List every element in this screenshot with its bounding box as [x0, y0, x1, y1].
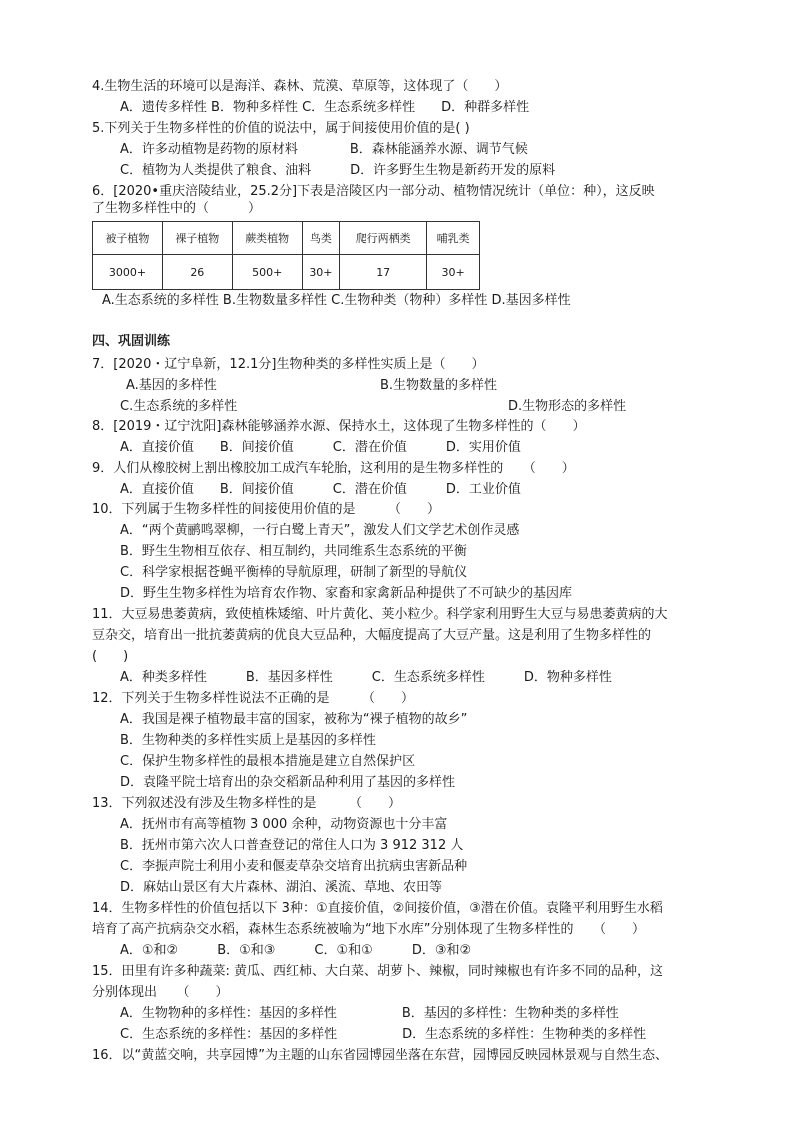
table-value-cell: 30+	[427, 255, 480, 290]
q7-option-a: A.基因的多样性	[126, 378, 217, 393]
q14-options: A．①和② B．①和③ C．①和① D．③和②	[120, 943, 472, 958]
q10-option-c: C．科学家根据苍蝇平衡棒的导航原理，研制了新型的导航仪	[120, 565, 468, 580]
q12-option-b: B．生物种类的多样性实质上是基因的多样性	[120, 733, 376, 748]
q13-stem: 13．下列叙述没有涉及生物多样性的是 （ ）	[92, 796, 402, 811]
species-count-table	[92, 221, 480, 290]
q8-stem: 8．[2019・辽宁沈阳]森林能够涵养水源、保持水土，这体现了生物多样性的（ ）	[92, 419, 586, 434]
table-header-cell: 哺乳类	[427, 222, 480, 255]
q13-option-c: C．李振声院士利用小麦和偃麦草杂交培育出抗病虫害新品种	[120, 859, 468, 874]
table-header-cell: 鸟类	[302, 222, 340, 255]
q14-stem-line1: 14．生物多样性的价值包括以下 3种：①直接价值，②间接价值，③潜在价值。袁隆平利用野生水稻	[92, 901, 663, 916]
q16-stem-line1: 16．以“黄蓝交响，共享园博”为主题的山东省园博园坐落在东营，园博园反映园林景观与自然生态、	[92, 1048, 669, 1063]
q12-option-a: A．我国是裸子植物最丰富的国家，被称为“裸子植物的故乡”	[120, 712, 468, 727]
q10-option-d: D．野生生物多样性为培育农作物、家畜和家禽新品种提供了不可缺少的基因库	[120, 586, 573, 601]
table-header-cell: 被子植物	[93, 222, 163, 255]
q11-stem-line3: ( )	[92, 649, 129, 664]
table-value-cell: 30+	[302, 255, 340, 290]
q11-stem-line2: 豆杂交，培育出一批抗萎黄病的优良大豆品种，大幅度提高了大豆产量。这是利用了生物多样性的	[92, 628, 652, 643]
q6-options: A.生态系统的多样性 B.生物数量多样性 C.生物种类（物种）多样性 D.基因多样性	[102, 293, 571, 308]
table-value-cell: 500+	[232, 255, 302, 290]
q7-option-b: B.生物数量的多样性	[380, 378, 498, 393]
q14-stem-line2: 培育了高产抗病杂交水稻，森林生态系统被喻为“地下水库”分别体现了生物多样性的 （ ）	[92, 922, 645, 937]
q11-stem-line1: 11．大豆易患萎黄病，致使植株矮缩、叶片黄化、荚小粒少。科学家利用野生大豆与易患萎黄病的大	[92, 607, 668, 622]
section-title: 四、巩固训练	[92, 334, 171, 349]
q7-option-d: D.生物形态的多样性	[508, 399, 627, 414]
q10-option-b: B．野生生物相互依存、相互制约，共同维系生态系统的平衡	[120, 544, 467, 559]
q5-options-cd: C．植物为人类提供了粮食、油料 D．许多野生生物是新药开发的原料	[120, 163, 556, 178]
q8-options: A．直接价值 B．间接价值 C．潜在价值 D．实用价值	[120, 440, 521, 455]
q13-option-a: A．抚州市有高等植物 3 000 余种，动物资源也十分丰富	[120, 817, 448, 832]
q13-option-b: B．抚州市第六次人口普查登记的常住人口为 3 912 312 人	[120, 838, 464, 853]
q10-stem: 10．下列属于生物多样性的间接使用价值的是 （ ）	[92, 502, 441, 517]
q6-stem-line2: 了生物多样性中的（ ）	[92, 201, 262, 216]
q12-option-d: D．袁隆平院士培育出的杂交稻新品种利用了基因的多样性	[120, 775, 456, 790]
table-value-cell: 26	[162, 255, 232, 290]
q6-stem-line1: 6．[2020•重庆涪陵结业，25.2分]下表是涪陵区内一部分动、植物情况统计（单位：种），这反映	[92, 184, 655, 199]
table-header-cell: 裸子植物	[162, 222, 232, 255]
table-header-cell: 蕨类植物	[232, 222, 302, 255]
q7-stem: 7．[2020・辽宁阜新，12.1分]生物种类的多样性实质上是（ ）	[92, 357, 485, 372]
q4-options: A．遗传多样性 B．物种多样性 C．生态系统多样性 D．种群多样性	[120, 100, 530, 115]
q15-options-ab: A．生物物种的多样性：基因的多样性 B．基因的多样性：生物种类的多样性	[120, 1006, 619, 1021]
q4-stem: 4.生物生活的环境可以是海洋、森林、荒漠、草原等，这体现了（ ）	[92, 79, 508, 94]
q5-stem: 5.下列关于生物多样性的价值的说法中，属于间接使用价值的是( )	[92, 121, 470, 136]
table-value-cell: 17	[340, 255, 427, 290]
q15-options-cd: C．生态系统的多样性：基因的多样性 D．生态系统的多样性：生物种类的多样性	[120, 1027, 647, 1042]
q15-stem-line2: 分别体现出 （ ）	[92, 985, 229, 1000]
q5-options-ab: A．许多动植物是药物的原材料 B．森林能涵养水源、调节气候	[120, 142, 528, 157]
q12-stem: 12．下列关于生物多样性说法不正确的是 （ ）	[92, 691, 415, 706]
table-header-cell: 爬行两栖类	[340, 222, 427, 255]
table-value-cell: 3000+	[93, 255, 163, 290]
q7-option-c: C.生态系统的多样性	[120, 399, 238, 414]
q9-stem: 9．人们从橡胶树上割出橡胶加工成汽车轮胎，这利用的是生物多样性的 （ ）	[92, 461, 575, 476]
q11-options: A．种类多样性 B．基因多样性 C．生态系统多样性 D．物种多样性	[120, 670, 612, 685]
q12-option-c: C．保护生物多样性的最根本措施是建立自然保护区	[120, 754, 416, 769]
q15-stem-line1: 15．田里有许多种蔬菜: 黄瓜、西红柿、大白菜、胡萝卜、辣椒，同时辣椒也有许多不同的品种，这	[92, 964, 664, 979]
q13-option-d: D．麻姑山景区有大片森林、湖泊、溪流、草地、农田等	[120, 880, 443, 895]
q9-options: A．直接价值 B．间接价值 C．潜在价值 D．工业价值	[120, 482, 521, 497]
q10-option-a: A．“两个黄鹂鸣翠柳，一行白鹭上青天”，激发人们文学艺术创作灵感	[120, 523, 520, 538]
